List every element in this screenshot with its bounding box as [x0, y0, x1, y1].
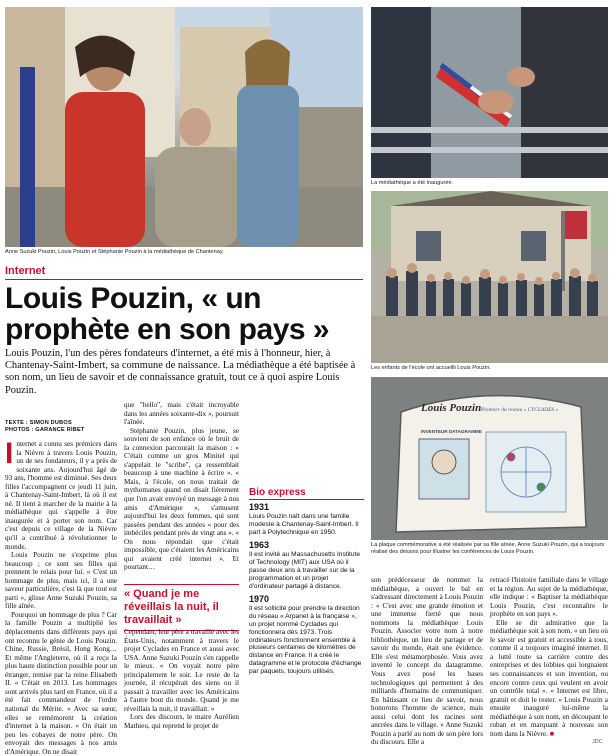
paragraph: que "hello", mais c'était incroyable dans les années soixante-dix », poursuit l'aînée. [124, 401, 239, 427]
credits [5, 420, 85, 434]
ribbon-photo [371, 7, 608, 178]
paragraph: retracé l'histoire familiale dans le village et la région. Au sujet de la médiathèque, elle indique : « Baptiser la médiathèque Louis Pouzin, c'est reconnaître le prophète en son pays ». [490, 576, 608, 619]
folio: JDC [592, 739, 603, 745]
paragraph: Louis Pouzin ne s'exprime plus beaucoup ; ce sont ses filles qui prennent le relais pour lui. « C'est un hommage de plus, mais ici, il a une saveur particulière, c'est là que tout est parti », glisse Anne Suzuki Pouzin, sa fille aînée. [5, 551, 117, 611]
bio-entry [249, 540, 364, 590]
rubric-rule [5, 279, 363, 280]
lead-paragraph: Louis Pouzin, l'un des pères fondateurs d'internet, a été mis à l'honneur, hier, à Chantenay-Saint-Imbert, sa commune de naissance. La médiathèque a été baptisée à son nom, un lieu de savoir et de connaissance gratuit, tout ce à quoi aspire Louis Pouzin. [5, 348, 356, 396]
column-5 [490, 576, 608, 738]
bio-entry [249, 502, 364, 536]
main-photo-caption: Anne Suzuki Pouzin, Louis Pouzin et Stéphanie Pouzin à la médiathèque de Chantenay. [5, 249, 224, 255]
column-1 [5, 437, 117, 756]
plaque-photo-caption: La plaque commémorative a été réalisée par sa fille aînée, Anne Suzuki Pouzin, qui a toujours réalisé des dessins pour illustrer les conférences de Louis Pouzin. [371, 542, 605, 555]
photo-credit: PHOTOS : GARANCE RIBET [5, 427, 85, 433]
ribbon-photo-caption: La médiathèque a été inaugurée. [371, 180, 454, 186]
children-photo [371, 191, 608, 363]
plaque-subtitle: INVENTEUR DATAGRAMME [421, 429, 482, 434]
bio-text: Il est invité au Massachusetts Institute of Technology (MIT) aux USA où il passe deux ans à travailler sur de la programmation et un projet d'ordinateur partagé à distance. [249, 551, 361, 590]
children-photo-caption: Les enfants de l'école ont accueilli Louis Pouzin. [371, 365, 491, 371]
bio-entries [249, 502, 364, 676]
bio-entry [249, 594, 364, 675]
bio-title: Bio express [249, 487, 306, 498]
bio-text: Il est sollicité pour prendre la direction du réseau « Arpanet à la française », un projet nommé Cyclades qui fonctionnera dès 1973. Trois ordinateurs fonctionnent ensemble à plusieurs centaines de kilomètres de distance en France. Il a créé le datagramme et le protocole d'échange par paquets, toujours utilisés. [249, 605, 362, 675]
intro-paragraph: Internet a connu ses prémices dans la Nièvre à travers Louis Pouzin, un de ses fondateurs, il y a près de soixante ans. Aujourd'hui âgé de 93 ans, l'homme est diminué. Ses deux filles l'accompagnent ce jeudi 11 juin, à Chantenay-Saint-Imbert, là où il est né. Il tient à marcher de la mairie à la médiathèque qui s'appelle à être inaugurée et à porter son nom. Car c'est depuis ce village de la Nièvre qu'il a contribué à révolutionner le monde. [5, 437, 117, 551]
paragraph: Lors des discours, le maire Aurélien Mathieu, qui reprend le projet de [124, 713, 239, 731]
column-4: son prédécesseur de nommer la médiathèque, a ouvert le bal en s'adressant directement à Louis Pouzin : « C'est avec une grande émotion et une immense fierté que nous nommons la médiathèque Louis Pouzin. Associer votre nom à notre bibliothèque, un lieu de partage et de savoir du monde, était une évidence. Elle s'est métamorphosée. Vous avez inventé le concept du datagramme. Vous avez posé les bases technologiques qui permettent à des milliards d'humains de communiquer. En bâtissant ce lieu de savoir, nous honorons l'homme de science, mais aussi celui dont les racines sont ancrées dans le village. » Anne Suzuki Pouzin a parlé au nom de son père lors du discours. Elle a [371, 576, 483, 747]
column-2-bottom [124, 628, 239, 731]
text-credit: TEXTE : SIMON DUBOS [5, 420, 72, 426]
plaque-tagline: Pionnier du réseau « CYCLADES » [481, 407, 559, 413]
paragraph: Pourquoi un hommage de plus ? Car la famille Pouzin a multiplié les déplacements dans différents pays qui ont reconnu le génie de Louis Pouzin. Chine, Russie, Brésil, Hong Kong… Et même l'Angleterre, où il a reçu la plus haute distinction possible pour un étranger, remise par la reine Elisabeth II. « C'était en 2013. Les hommages sont arrivés plus tard en France, où il a été fait commandeur de l'ordre national du Mérite. » Avec sa sœur, elles se remémorent la création d'internet à la maison. « On était un peu les cobayes de notre père. On envoyait des messages à nos amis d'Amérique. On ne disait [5, 610, 117, 756]
bio-year: 1931 [249, 502, 270, 512]
drop-cap: I [5, 437, 14, 470]
plaque-title: Louis Pouzin [421, 402, 482, 414]
bio-text: Louis Pouzin naît dans une famille modeste à Chantenay-Saint-Imbert. Il part à Polytechnique en 1950. [249, 513, 359, 536]
rubric: Internet [5, 265, 46, 277]
bio-year: 1970 [249, 594, 270, 605]
pull-quote: « Quand je me réveillais la nuit, il travaillait » [124, 584, 239, 631]
bio-rule [249, 499, 364, 500]
paragraph: Elle se dit admirative que la médiathèque soit à son nom. « un lieu où le savoir est gratuit et accessible à tous, comme il a toujours imaginé internet. Il a lutté toute sa carrière contre des entreprises et des lobbies qui lorgnaient ses connaissances et son invention, ou encore contre ceux qui veulent en avoir un contrôle total ». « Internet est libre, gratuit et doit le rester. » Louis Pouzin a ensuite inauguré lui-même la médiathèque à son nom, en découpant le ruban et en marquant à nouveau son nom dans la Nièvre. ■ [490, 618, 608, 738]
main-photo [5, 7, 363, 247]
paragraph: Stéphanie Pouzin, plus jeune, se souvient de son enfance où le bruit de la connexion parcourait la maison : « C'était comme un gros Minitel qui s'appelait le "scribe", ça ressemblait beaucoup à une machine à écrire ». « Mais, à l'école, on nous traitait de mythomanes quand on disait fièrement que l'on avait envoyé un message à nos amis d'Amérique », s'amusent aujourd'hui les deux femmes, qui sont passées pendant des années « pour des imbéciles pendant près de vingt ans ». « On nous répondait que c'était impossible, que c'étaient les Américains qui avaient créé internet ». Et pourtant… [124, 426, 239, 572]
end-mark: ■ [549, 729, 555, 738]
headline: Louis Pouzin, « un prophète en son pays » [5, 282, 330, 346]
plaque-photo [371, 377, 608, 540]
column-2 [124, 401, 239, 572]
paragraph: Cependant, leur père a travaillé avec les États-Unis, notamment à travers le projet Cyclades en France et aussi avec USA. Anne Suzuki Pouzin s'en rappelle le mieux. « On voyait notre père principalement le soir. Le reste de la journée, il récupérait des siens ou il passait à travailler avec les Américains à l'autre bout du monde. Quand je me réveillais la nuit, il travaillait. » [124, 628, 239, 713]
bio-year: 1963 [249, 540, 270, 551]
